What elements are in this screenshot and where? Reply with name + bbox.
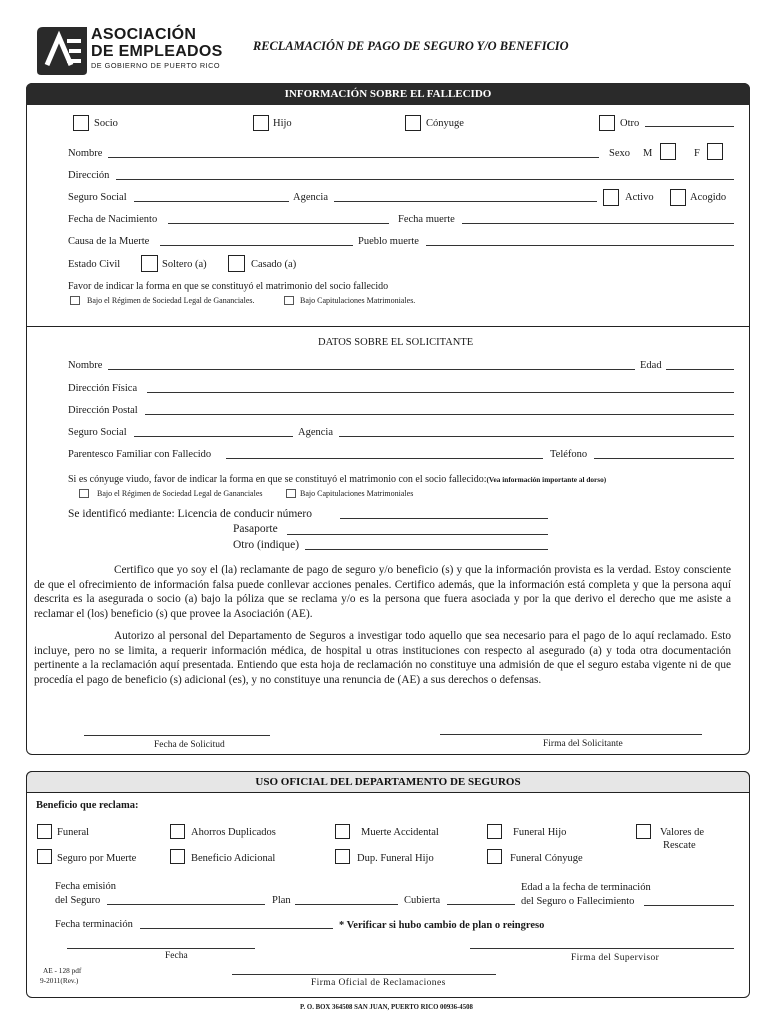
- married-label: Casado (a): [251, 259, 297, 270]
- deceased-name-label: Nombre: [68, 148, 103, 159]
- postal-address-label: Dirección Postal: [68, 405, 138, 416]
- authorize-paragraph: Autorizo al personal del Departamento de Seguros a investigar todo aquello que sea necesario para el pago de lo aquí reclamado. Esto incluye, pero no se limita, a requerir información médica, de hospital u otras instituciones con respecto al asegurado (a) y toda otra documentación pertinente a la reclamación aquí presentada. Entiendo que esta hoja de reclamación no constituye una admisión de que el seguro estaba vigente ni de que procedía el pago de beneficio (s) adicional (es), y no constituye una renuncia de (AE) a sus derechos o defensas.: [34, 630, 731, 686]
- postal-address-field[interactable]: [145, 414, 734, 415]
- request-date-label: Fecha de Solicitud: [154, 740, 225, 750]
- applicant-regime1-checkbox[interactable]: [79, 489, 89, 498]
- claims-signature-label: Firma Oficial de Reclamaciones: [311, 978, 446, 988]
- benefit-dup-funeral-child-label: Dup. Funeral Hijo: [357, 853, 434, 864]
- applicant-age-label: Edad: [640, 360, 662, 371]
- death-town-field[interactable]: [426, 245, 734, 246]
- married-checkbox[interactable]: [228, 255, 245, 272]
- birth-date-field[interactable]: [168, 223, 389, 224]
- term-age-label2: del Seguro o Fallecimiento: [521, 896, 635, 907]
- footer-address: P. O. BOX 364508 SAN JUAN, PUERTO RICO 00936-4508: [300, 1004, 473, 1011]
- benefit-dup-funeral-child-checkbox[interactable]: [335, 849, 350, 864]
- org-name-line1: ASOCIACIÓN: [91, 26, 197, 43]
- deceased-ssn-field[interactable]: [134, 201, 289, 202]
- benefit-surrender-label2: Rescate: [663, 840, 696, 851]
- sex-m-checkbox[interactable]: [660, 143, 676, 160]
- id-passport-label: Pasaporte: [233, 523, 278, 535]
- relation-conyuge-label: Cónyuge: [426, 118, 464, 129]
- applicant-ssn-label: Seguro Social: [68, 427, 127, 438]
- phone-label: Teléfono: [550, 449, 588, 460]
- benefit-funeral-spouse-checkbox[interactable]: [487, 849, 502, 864]
- deceased-agency-field[interactable]: [334, 201, 597, 202]
- emission-date-label2: del Seguro: [55, 895, 101, 906]
- applicant-ssn-field[interactable]: [134, 436, 293, 437]
- coverage-field[interactable]: [447, 904, 515, 905]
- kinship-field[interactable]: [226, 458, 543, 459]
- id-license-field[interactable]: [340, 518, 548, 519]
- coverage-label: Cubierta: [404, 895, 441, 906]
- id-other-field[interactable]: [305, 549, 548, 550]
- emission-date-label1: Fecha emisión: [55, 881, 116, 892]
- applicant-name-field[interactable]: [108, 369, 635, 370]
- supervisor-signature-field[interactable]: [470, 948, 734, 949]
- benefit-surrender-checkbox[interactable]: [636, 824, 651, 839]
- term-date-field[interactable]: [140, 928, 333, 929]
- sex-f-label: F: [694, 148, 700, 159]
- deceased-section-title: INFORMACIÓN SOBRE EL FALLECIDO: [26, 83, 750, 105]
- sex-f-checkbox[interactable]: [707, 143, 723, 160]
- org-name-line2: DE EMPLEADOS: [91, 43, 223, 60]
- form-code1: AE - 128 pdf: [43, 966, 82, 975]
- claims-signature-field[interactable]: [232, 974, 496, 975]
- benefit-additional-label: Beneficio Adicional: [191, 853, 276, 864]
- term-age-label1: Edad a la fecha de terminación: [521, 882, 651, 893]
- benefit-funeral-spouse-label: Funeral Cónyuge: [510, 853, 583, 864]
- benefit-accidental-checkbox[interactable]: [335, 824, 350, 839]
- deceased-address-label: Dirección: [68, 170, 110, 181]
- birth-date-label: Fecha de Nacimiento: [68, 214, 158, 225]
- death-cause-field[interactable]: [160, 245, 353, 246]
- benefit-funeral-child-checkbox[interactable]: [487, 824, 502, 839]
- supervisor-signature-label: Firma del Supervisor: [571, 953, 660, 963]
- spouse-note-bold: (Vea información importante al dorso): [486, 475, 607, 484]
- applicant-signature-field[interactable]: [440, 734, 702, 735]
- relation-hijo-label: Hijo: [273, 118, 292, 129]
- phys-address-field[interactable]: [147, 392, 734, 393]
- applicant-section-title: DATOS SOBRE EL SOLICITANTE: [318, 337, 474, 348]
- relation-socio-checkbox[interactable]: [73, 115, 89, 131]
- applicant-signature-label: Firma del Solicitante: [543, 739, 623, 749]
- deceased-regime2-checkbox[interactable]: [284, 296, 294, 305]
- official-section-title: USO OFICIAL DEL DEPARTAMENTO DE SEGUROS: [26, 771, 750, 793]
- applicant-agency-label: Agencia: [298, 427, 333, 438]
- applicant-regime2-checkbox[interactable]: [286, 489, 296, 498]
- deceased-name-field[interactable]: [108, 157, 599, 158]
- relation-hijo-checkbox[interactable]: [253, 115, 269, 131]
- id-license-label: Se identificó mediante: Licencia de conducir número: [68, 508, 312, 520]
- ae-logo-icon: [37, 27, 87, 75]
- benefit-funeral-child-label: Funeral Hijo: [513, 827, 567, 838]
- applicant-regime2-label: Bajo Capitulaciones Matrimoniales: [300, 489, 414, 498]
- benefit-funeral-label: Funeral: [57, 827, 90, 838]
- retired-label: Acogido: [690, 192, 727, 203]
- term-date-label: Fecha terminación: [55, 919, 133, 930]
- request-date-field[interactable]: [84, 735, 270, 736]
- phys-address-label: Dirección Física: [68, 383, 138, 394]
- phone-field[interactable]: [594, 458, 734, 459]
- benefit-death-checkbox[interactable]: [37, 849, 52, 864]
- section-divider: [26, 326, 750, 327]
- active-checkbox[interactable]: [603, 189, 619, 206]
- relation-conyuge-checkbox[interactable]: [405, 115, 421, 131]
- plan-field[interactable]: [295, 904, 398, 905]
- deceased-regime1-label: Bajo el Régimen de Sociedad Legal de Gananciales.: [87, 296, 255, 305]
- deceased-regime1-checkbox[interactable]: [70, 296, 80, 305]
- civil-status-label: Estado Civil: [68, 259, 121, 270]
- plan-label: Plan: [272, 895, 291, 906]
- emission-date-field[interactable]: [107, 904, 265, 905]
- certify-paragraph: Certifico que yo soy el (la) reclamante de pago de seguro y/o beneficio (s) y que la información provista es la verdad. Estoy consciente de que el ofrecimiento de información falsa puede conllevar acciones penales. Certifico además, que la información está completa y que la persona aquí descrita es la asegurada o socio (a) bajo la póliza que se reclama y/o es la persona que fuera asociada y por la que derivo el derecho que me asiste a reclamar el (los) beneficio (s) que provee la Asociación (AE).: [34, 564, 731, 620]
- form-code2: 9-2011(Rev.): [40, 976, 79, 985]
- official-date-label: Fecha: [165, 951, 188, 961]
- benefit-dup-savings-label: Ahorros Duplicados: [191, 827, 276, 838]
- verify-note: * Verificar si hubo cambio de plan o reingreso: [339, 920, 545, 931]
- single-label: Soltero (a): [162, 259, 207, 270]
- retired-checkbox[interactable]: [670, 189, 686, 206]
- deceased-agency-label: Agencia: [293, 192, 328, 203]
- deceased-ssn-label: Seguro Social: [68, 192, 127, 203]
- benefit-death-label: Seguro por Muerte: [57, 853, 137, 864]
- spouse-note: [68, 474, 606, 485]
- kinship-label: Parentesco Familiar con Fallecido: [68, 449, 212, 460]
- deceased-regime2-label: Bajo Capitulaciones Matrimoniales.: [300, 296, 416, 305]
- relation-socio-label: Socio: [94, 118, 118, 129]
- applicant-age-field[interactable]: [666, 369, 734, 370]
- active-label: Activo: [625, 192, 654, 203]
- applicant-agency-field[interactable]: [339, 436, 734, 437]
- term-age-field[interactable]: [644, 905, 734, 906]
- sex-m-label: M: [643, 148, 653, 159]
- applicant-regime1-label: Bajo el Régimen de Sociedad Legal de Gananciales: [97, 489, 263, 498]
- id-other-label: Otro (indique): [233, 539, 300, 551]
- id-passport-field[interactable]: [287, 534, 548, 535]
- logo: [37, 27, 87, 75]
- benefit-funeral-checkbox[interactable]: [37, 824, 52, 839]
- form-title: RECLAMACIÓN DE PAGO DE SEGURO Y/O BENEFICIO: [253, 39, 569, 53]
- benefit-accidental-label: Muerte Accidental: [361, 827, 439, 838]
- org-name-line3: DE GOBIERNO DE PUERTO RICO: [91, 61, 221, 70]
- death-date-label: Fecha muerte: [398, 214, 455, 225]
- official-date-field[interactable]: [67, 948, 255, 949]
- relation-otro-field[interactable]: [645, 126, 734, 127]
- relation-otro-label: Otro: [620, 118, 640, 129]
- benefit-surrender-label1: Valores de: [660, 827, 705, 838]
- sex-label: Sexo: [609, 148, 630, 159]
- marriage-note: Favor de indicar la forma en que se constituyó el matrimonio del socio fallecido: [68, 281, 389, 292]
- single-checkbox[interactable]: [141, 255, 158, 272]
- death-town-label: Pueblo muerte: [358, 236, 419, 247]
- death-cause-label: Causa de la Muerte: [68, 236, 150, 247]
- benefit-dup-savings-checkbox[interactable]: [170, 824, 185, 839]
- benefit-additional-checkbox[interactable]: [170, 849, 185, 864]
- benefit-label: Beneficio que reclama:: [36, 800, 139, 811]
- deceased-address-field[interactable]: [116, 179, 734, 180]
- death-date-field[interactable]: [462, 223, 734, 224]
- relation-otro-checkbox[interactable]: [599, 115, 615, 131]
- applicant-name-label: Nombre: [68, 360, 103, 371]
- spouse-note-text: Si es cónyuge viudo, favor de indicar la forma en que se constituyó el matrimonio con el socio fallecido:: [68, 474, 487, 485]
